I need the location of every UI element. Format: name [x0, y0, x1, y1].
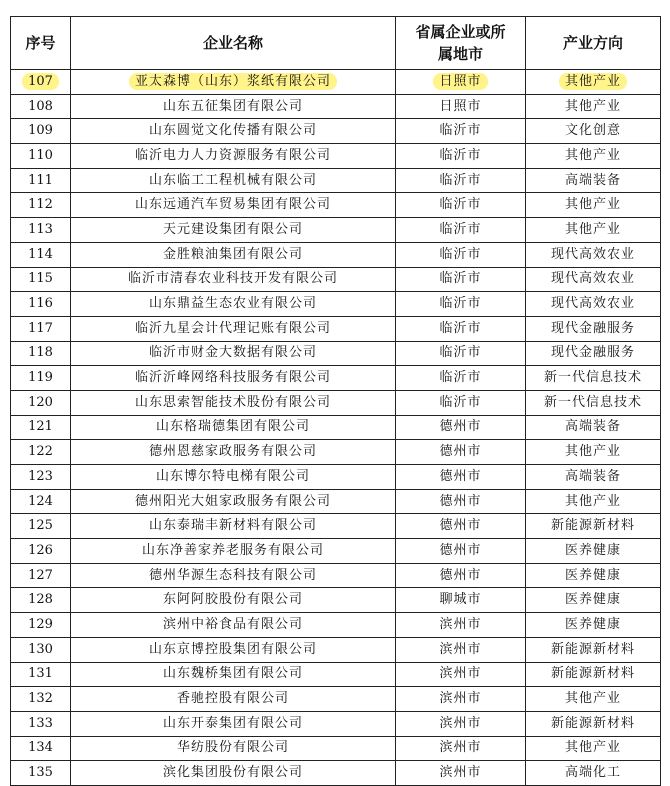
table-row: [11, 662, 661, 687]
seq-cell: [11, 390, 71, 415]
table-row: [11, 539, 661, 564]
seq-cell: [11, 193, 71, 218]
industry-cell-text: 其他产业: [559, 73, 627, 90]
header-city: [396, 17, 526, 70]
table-row: [11, 613, 661, 638]
seq-cell-text: 133: [28, 715, 53, 731]
industry-cell: [526, 70, 661, 95]
seq-cell-text: 120: [28, 394, 53, 410]
name-cell-text: 山东博尔特电梯有限公司: [155, 468, 310, 484]
seq-cell-text: 125: [28, 518, 53, 534]
city-cell-text: 滨州市: [439, 666, 482, 682]
seq-cell-text: 123: [28, 468, 53, 484]
table-row: [11, 415, 661, 440]
industry-cell-text: 医养健康: [564, 616, 621, 632]
city-cell: [396, 390, 526, 415]
name-cell: [71, 662, 396, 687]
city-cell-text: 临沂市: [439, 221, 482, 237]
city-cell: [396, 637, 526, 662]
table-row: [11, 390, 661, 415]
name-cell-text: 华纺股份有限公司: [176, 740, 289, 756]
seq-cell: [11, 687, 71, 712]
name-cell: [71, 366, 396, 391]
seq-cell: [11, 366, 71, 391]
name-cell-text: 山东圆觉文化传播有限公司: [148, 123, 317, 139]
city-cell-text: 德州市: [439, 444, 482, 460]
city-cell-text: 德州市: [439, 542, 482, 558]
name-cell-text: 天元建设集团有限公司: [162, 221, 303, 237]
seq-cell: [11, 514, 71, 539]
industry-cell: [526, 563, 661, 588]
seq-cell-text: 122: [28, 444, 53, 460]
city-cell-text: 滨州市: [439, 740, 482, 756]
table-body: [11, 70, 661, 786]
name-cell-text: 临沂电力人力资源服务有限公司: [134, 147, 331, 163]
seq-cell-text: 135: [28, 765, 53, 781]
document-page: [10, 16, 660, 786]
seq-cell-text: 115: [28, 271, 53, 287]
seq-cell: [11, 711, 71, 736]
name-cell-text: 山东格瑞德集团有限公司: [155, 419, 310, 435]
industry-cell: [526, 341, 661, 366]
name-cell: [71, 514, 396, 539]
name-cell: [71, 144, 396, 169]
seq-cell-text: 117: [28, 320, 53, 336]
name-cell: [71, 415, 396, 440]
table-row: [11, 242, 661, 267]
seq-cell-text: 128: [28, 592, 53, 608]
city-cell: [396, 292, 526, 317]
table-row: [11, 70, 661, 95]
name-cell: [71, 119, 396, 144]
industry-cell: [526, 489, 661, 514]
city-cell-text: 德州市: [439, 493, 482, 509]
table-row: [11, 514, 661, 539]
city-cell: [396, 761, 526, 786]
industry-cell-text: 高端装备: [564, 468, 621, 484]
industry-cell: [526, 736, 661, 761]
city-cell: [396, 415, 526, 440]
name-cell: [71, 613, 396, 638]
industry-cell-text: 新能源新材料: [550, 518, 635, 534]
seq-cell-text: 127: [28, 567, 53, 583]
city-cell: [396, 242, 526, 267]
city-cell: [396, 563, 526, 588]
city-cell: [396, 267, 526, 292]
name-cell-text: 山东思索智能技术股份有限公司: [134, 394, 331, 410]
industry-cell: [526, 168, 661, 193]
seq-cell: [11, 613, 71, 638]
city-cell: [396, 193, 526, 218]
name-cell: [71, 70, 396, 95]
table-row: [11, 341, 661, 366]
city-cell-text: 滨州市: [439, 765, 482, 781]
seq-cell: [11, 168, 71, 193]
name-cell: [71, 242, 396, 267]
seq-cell: [11, 736, 71, 761]
seq-cell: [11, 267, 71, 292]
name-cell-text: 山东鼎益生态农业有限公司: [148, 296, 317, 312]
table-row: [11, 267, 661, 292]
industry-cell: [526, 218, 661, 243]
seq-cell: [11, 119, 71, 144]
name-cell: [71, 761, 396, 786]
seq-cell-text: 116: [28, 296, 53, 312]
name-cell-text: 山东泰瑞丰新材料有限公司: [148, 518, 317, 534]
industry-cell-text: 其他产业: [564, 493, 621, 509]
table-header-row: [11, 17, 661, 70]
name-cell: [71, 218, 396, 243]
name-cell-text: 临沂市财金大数据有限公司: [148, 345, 317, 361]
seq-cell-text: 112: [28, 197, 53, 213]
table-row: [11, 711, 661, 736]
industry-cell-text: 文化创意: [564, 123, 621, 139]
seq-cell-text: 124: [28, 493, 53, 509]
city-cell: [396, 687, 526, 712]
industry-cell-text: 现代金融服务: [550, 345, 635, 361]
industry-cell: [526, 366, 661, 391]
industry-cell-text: 其他产业: [564, 740, 621, 756]
seq-cell-text: 131: [28, 666, 53, 682]
seq-cell-text: 129: [28, 616, 53, 632]
name-cell-text: 山东京博控股集团有限公司: [148, 641, 317, 657]
industry-cell-text: 新一代信息技术: [543, 370, 642, 386]
name-cell: [71, 637, 396, 662]
table-row: [11, 465, 661, 490]
industry-cell-text: 现代金融服务: [550, 320, 635, 336]
name-cell: [71, 539, 396, 564]
seq-cell-text: 111: [28, 172, 53, 188]
industry-cell: [526, 292, 661, 317]
industry-cell: [526, 119, 661, 144]
city-cell-text: 滨州市: [439, 715, 482, 731]
name-cell: [71, 390, 396, 415]
industry-cell: [526, 613, 661, 638]
city-cell-text: 临沂市: [439, 147, 482, 163]
industry-cell: [526, 465, 661, 490]
industry-cell-text: 医养健康: [564, 592, 621, 608]
industry-cell-text: 高端装备: [564, 172, 621, 188]
seq-cell-text: 110: [28, 147, 53, 163]
table-row: [11, 168, 661, 193]
name-cell-text: 滨州中裕食品有限公司: [162, 616, 303, 632]
name-cell-text: 临沂市清春农业科技开发有限公司: [127, 271, 338, 287]
name-cell: [71, 489, 396, 514]
table-row: [11, 193, 661, 218]
industry-cell: [526, 415, 661, 440]
industry-cell-text: 现代高效农业: [550, 296, 635, 312]
table-row: [11, 119, 661, 144]
city-cell-text: 临沂市: [439, 123, 482, 139]
city-cell-text: 临沂市: [439, 320, 482, 336]
industry-cell-text: 新能源新材料: [550, 641, 635, 657]
city-cell-text: 德州市: [439, 518, 482, 534]
industry-cell: [526, 662, 661, 687]
table-row: [11, 440, 661, 465]
city-cell: [396, 711, 526, 736]
seq-cell: [11, 415, 71, 440]
table-row: [11, 94, 661, 119]
city-cell: [396, 514, 526, 539]
seq-cell-text: 119: [28, 370, 53, 386]
seq-cell-text: 114: [28, 246, 53, 262]
name-cell-text: 山东魏桥集团有限公司: [162, 666, 303, 682]
name-cell: [71, 94, 396, 119]
industry-cell-text: 新能源新材料: [550, 666, 635, 682]
name-cell: [71, 193, 396, 218]
seq-cell: [11, 588, 71, 613]
city-cell: [396, 539, 526, 564]
city-cell-text: 日照市: [439, 98, 482, 114]
industry-cell: [526, 514, 661, 539]
table-row: [11, 489, 661, 514]
seq-cell: [11, 465, 71, 490]
city-cell: [396, 94, 526, 119]
seq-cell-text: 126: [28, 542, 53, 558]
seq-cell: [11, 662, 71, 687]
seq-cell-text: 118: [28, 345, 53, 361]
industry-cell: [526, 687, 661, 712]
city-cell-text: 临沂市: [439, 296, 482, 312]
industry-cell: [526, 193, 661, 218]
industry-cell: [526, 637, 661, 662]
seq-cell: [11, 489, 71, 514]
seq-cell: [11, 292, 71, 317]
industry-cell: [526, 94, 661, 119]
industry-cell-text: 其他产业: [564, 98, 621, 114]
industry-cell: [526, 588, 661, 613]
industry-cell: [526, 242, 661, 267]
seq-cell-text: 132: [28, 691, 53, 707]
city-cell: [396, 144, 526, 169]
name-cell-text: 临沂沂峰网络科技服务有限公司: [134, 370, 331, 386]
industry-cell-text: 现代高效农业: [550, 246, 635, 262]
city-cell: [396, 119, 526, 144]
seq-cell: [11, 242, 71, 267]
seq-cell-text: 109: [28, 123, 53, 139]
name-cell-text: 山东净善家养老服务有限公司: [141, 542, 324, 558]
name-cell: [71, 168, 396, 193]
industry-cell: [526, 144, 661, 169]
table-row: [11, 736, 661, 761]
name-cell-text: 金胜粮油集团有限公司: [162, 246, 303, 262]
seq-cell: [11, 637, 71, 662]
seq-cell: [11, 341, 71, 366]
city-cell-text: 德州市: [439, 567, 482, 583]
industry-cell-text: 其他产业: [564, 691, 621, 707]
industry-cell-text: 现代高效农业: [550, 271, 635, 287]
city-cell-text: 滨州市: [439, 691, 482, 707]
city-cell-text: 滨州市: [439, 616, 482, 632]
industry-cell-text: 其他产业: [564, 221, 621, 237]
industry-cell-text: 新能源新材料: [550, 715, 635, 731]
name-cell-text: 山东五征集团有限公司: [162, 98, 303, 114]
seq-cell: [11, 316, 71, 341]
seq-cell: [11, 94, 71, 119]
name-cell-text: 德州华源生态科技有限公司: [148, 567, 317, 583]
city-cell: [396, 613, 526, 638]
city-cell: [396, 588, 526, 613]
name-cell: [71, 736, 396, 761]
header-industry: 产业方向: [526, 17, 661, 70]
industry-cell-text: 新一代信息技术: [543, 394, 642, 410]
name-cell-text: 德州阳光大姐家政服务有限公司: [134, 493, 331, 509]
enterprise-table: [10, 16, 661, 786]
industry-cell-text: 医养健康: [564, 567, 621, 583]
city-cell: [396, 341, 526, 366]
name-cell: [71, 563, 396, 588]
table-row: [11, 588, 661, 613]
name-cell-text: 滨化集团股份有限公司: [162, 765, 303, 781]
industry-cell: [526, 440, 661, 465]
name-cell-text: 德州恩慈家政服务有限公司: [148, 444, 317, 460]
city-cell: [396, 440, 526, 465]
seq-cell: [11, 563, 71, 588]
name-cell: [71, 440, 396, 465]
name-cell: [71, 316, 396, 341]
name-cell: [71, 341, 396, 366]
seq-cell: [11, 761, 71, 786]
industry-cell-text: 其他产业: [564, 444, 621, 460]
city-cell-text: 临沂市: [439, 271, 482, 287]
name-cell-text: 香驰控股有限公司: [176, 691, 289, 707]
table-row: [11, 761, 661, 786]
city-cell: [396, 316, 526, 341]
table-row: [11, 218, 661, 243]
name-cell-text: 东阿阿胶股份有限公司: [162, 592, 303, 608]
header-city-text: 省属企业或所属地市: [415, 23, 506, 63]
name-cell-text: 山东远通汽车贸易集团有限公司: [134, 197, 331, 213]
city-cell: [396, 70, 526, 95]
name-cell: [71, 588, 396, 613]
table-row: [11, 292, 661, 317]
header-seq: 序号: [11, 17, 71, 70]
name-cell-text: 山东临工工程机械有限公司: [148, 172, 317, 188]
city-cell: [396, 662, 526, 687]
city-cell: [396, 168, 526, 193]
seq-cell: [11, 539, 71, 564]
city-cell: [396, 465, 526, 490]
seq-cell-text: 130: [28, 641, 53, 657]
seq-cell-text: 134: [28, 740, 53, 756]
city-cell-text: 德州市: [439, 419, 482, 435]
industry-cell: [526, 711, 661, 736]
name-cell: [71, 292, 396, 317]
city-cell-text: 临沂市: [439, 246, 482, 262]
industry-cell: [526, 539, 661, 564]
city-cell-text: 日照市: [433, 73, 487, 90]
city-cell-text: 临沂市: [439, 345, 482, 361]
seq-cell-text: 108: [28, 98, 53, 114]
table-row: [11, 687, 661, 712]
city-cell-text: 德州市: [439, 468, 482, 484]
city-cell-text: 滨州市: [439, 641, 482, 657]
seq-cell: [11, 440, 71, 465]
industry-cell: [526, 267, 661, 292]
city-cell: [396, 218, 526, 243]
seq-cell: [11, 218, 71, 243]
seq-cell: [11, 144, 71, 169]
industry-cell: [526, 390, 661, 415]
name-cell: [71, 687, 396, 712]
city-cell-text: 聊城市: [439, 592, 482, 608]
city-cell: [396, 366, 526, 391]
industry-cell-text: 其他产业: [564, 147, 621, 163]
city-cell-text: 临沂市: [439, 172, 482, 188]
name-cell: [71, 711, 396, 736]
industry-cell-text: 高端化工: [564, 765, 621, 781]
name-cell: [71, 465, 396, 490]
industry-cell: [526, 761, 661, 786]
industry-cell-text: 其他产业: [564, 197, 621, 213]
seq-cell-text: 107: [22, 73, 59, 90]
table-row: [11, 366, 661, 391]
table-row: [11, 144, 661, 169]
city-cell: [396, 489, 526, 514]
industry-cell: [526, 316, 661, 341]
name-cell: [71, 267, 396, 292]
name-cell-text: 亚太森博（山东）浆纸有限公司: [129, 73, 337, 90]
name-cell-text: 临沂九星会计代理记账有限公司: [134, 320, 331, 336]
table-row: [11, 637, 661, 662]
header-name: 企业名称: [71, 17, 396, 70]
city-cell-text: 临沂市: [439, 197, 482, 213]
table-row: [11, 563, 661, 588]
industry-cell-text: 高端装备: [564, 419, 621, 435]
seq-cell-text: 113: [28, 221, 53, 237]
seq-cell-text: 121: [28, 419, 53, 435]
seq-cell: [11, 70, 71, 95]
city-cell-text: 临沂市: [439, 370, 482, 386]
name-cell-text: 山东开泰集团有限公司: [162, 715, 303, 731]
city-cell: [396, 736, 526, 761]
table-row: [11, 316, 661, 341]
industry-cell-text: 医养健康: [564, 542, 621, 558]
city-cell-text: 临沂市: [439, 394, 482, 410]
